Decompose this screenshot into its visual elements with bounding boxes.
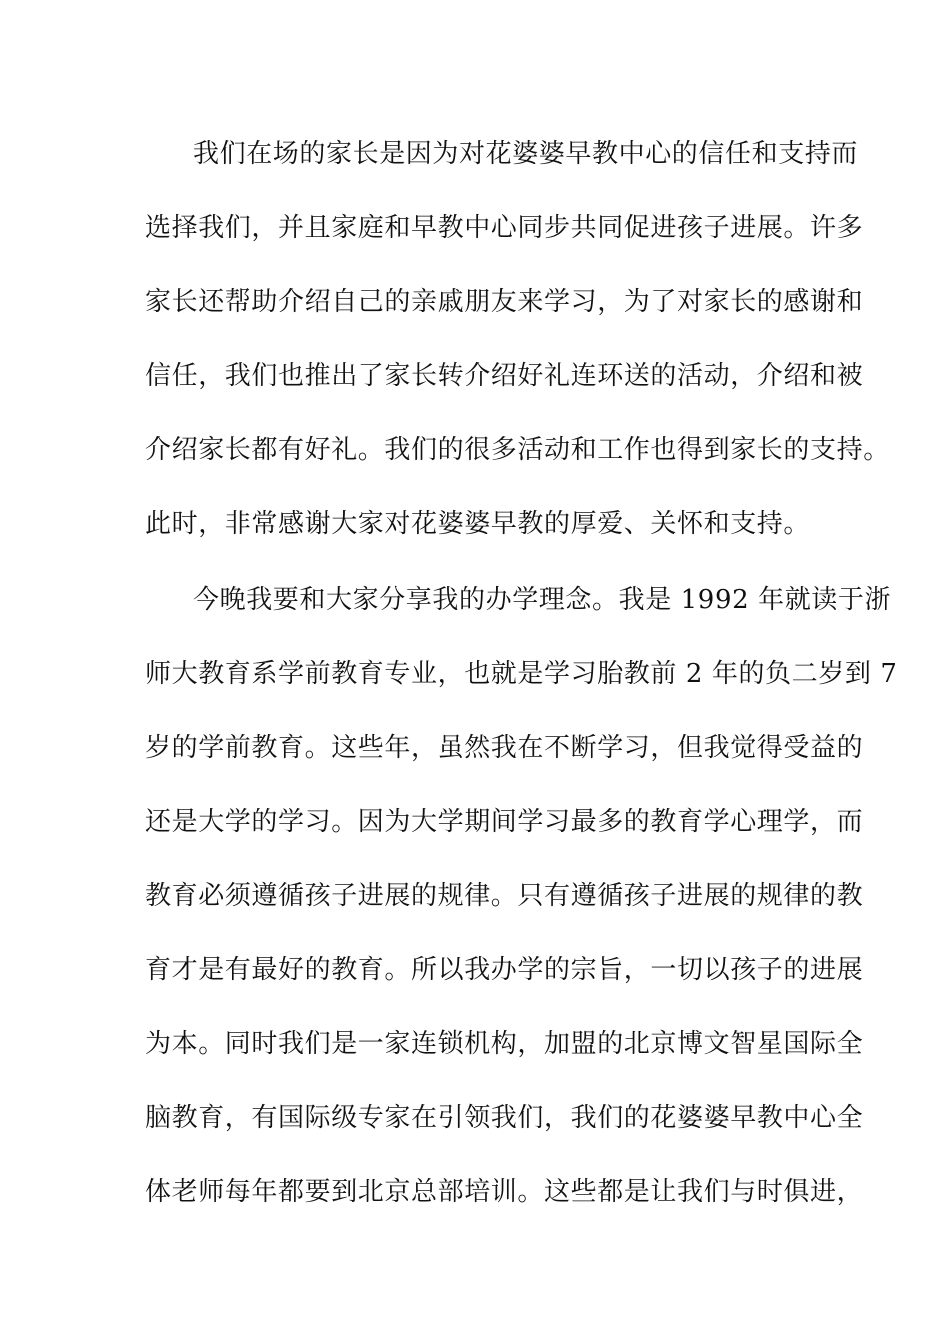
paragraph-2-line-1: 今晚我要和大家分享我的办学理念。我是 1992 年就读于浙 [193,585,892,615]
paragraph-2-line-8: 脑教育，有国际级专家在引领我们，我们的花婆婆早教中心全 [145,1103,864,1133]
paragraph-1-line-6: 此时，非常感谢大家对花婆婆早教的厚爱、关怀和支持。 [145,509,811,539]
paragraph-2-line-5: 教育必须遵循孩子进展的规律。只有遵循孩子进展的规律的教 [145,881,864,911]
paragraph-1-line-1: 我们在场的家长是因为对花婆婆早教中心的信任和支持而 [193,139,859,169]
paragraph-2-line-9: 体老师每年都要到北京总部培训。这些都是让我们与时俱进， [145,1177,864,1207]
paragraph-2-line-2: 师大教育系学前教育专业，也就是学习胎教前 2 年的负二岁到 7 [145,659,898,689]
paragraph-2-line-7: 为本。同时我们是一家连锁机构，加盟的北京博文智星国际全 [145,1029,864,1059]
paragraph-2-line-6: 育才是有最好的教育。所以我办学的宗旨，一切以孩子的进展 [145,955,864,985]
paragraph-1-line-2: 选择我们，并且家庭和早教中心同步共同促进孩子进展。许多 [145,213,864,243]
paragraph-2-line-4: 还是大学的学习。因为大学期间学习最多的教育学心理学，而 [145,807,864,837]
paragraph-1-line-5: 介绍家长都有好礼。我们的很多活动和工作也得到家长的支持。 [145,435,890,465]
paragraph-1-line-4: 信任，我们也推出了家长转介绍好礼连环送的活动，介绍和被 [145,361,864,391]
paragraph-1-line-3: 家长还帮助介绍自己的亲戚朋友来学习，为了对家长的感谢和 [145,287,864,317]
paragraph-2-line-3: 岁的学前教育。这些年，虽然我在不断学习，但我觉得受益的 [145,733,864,763]
